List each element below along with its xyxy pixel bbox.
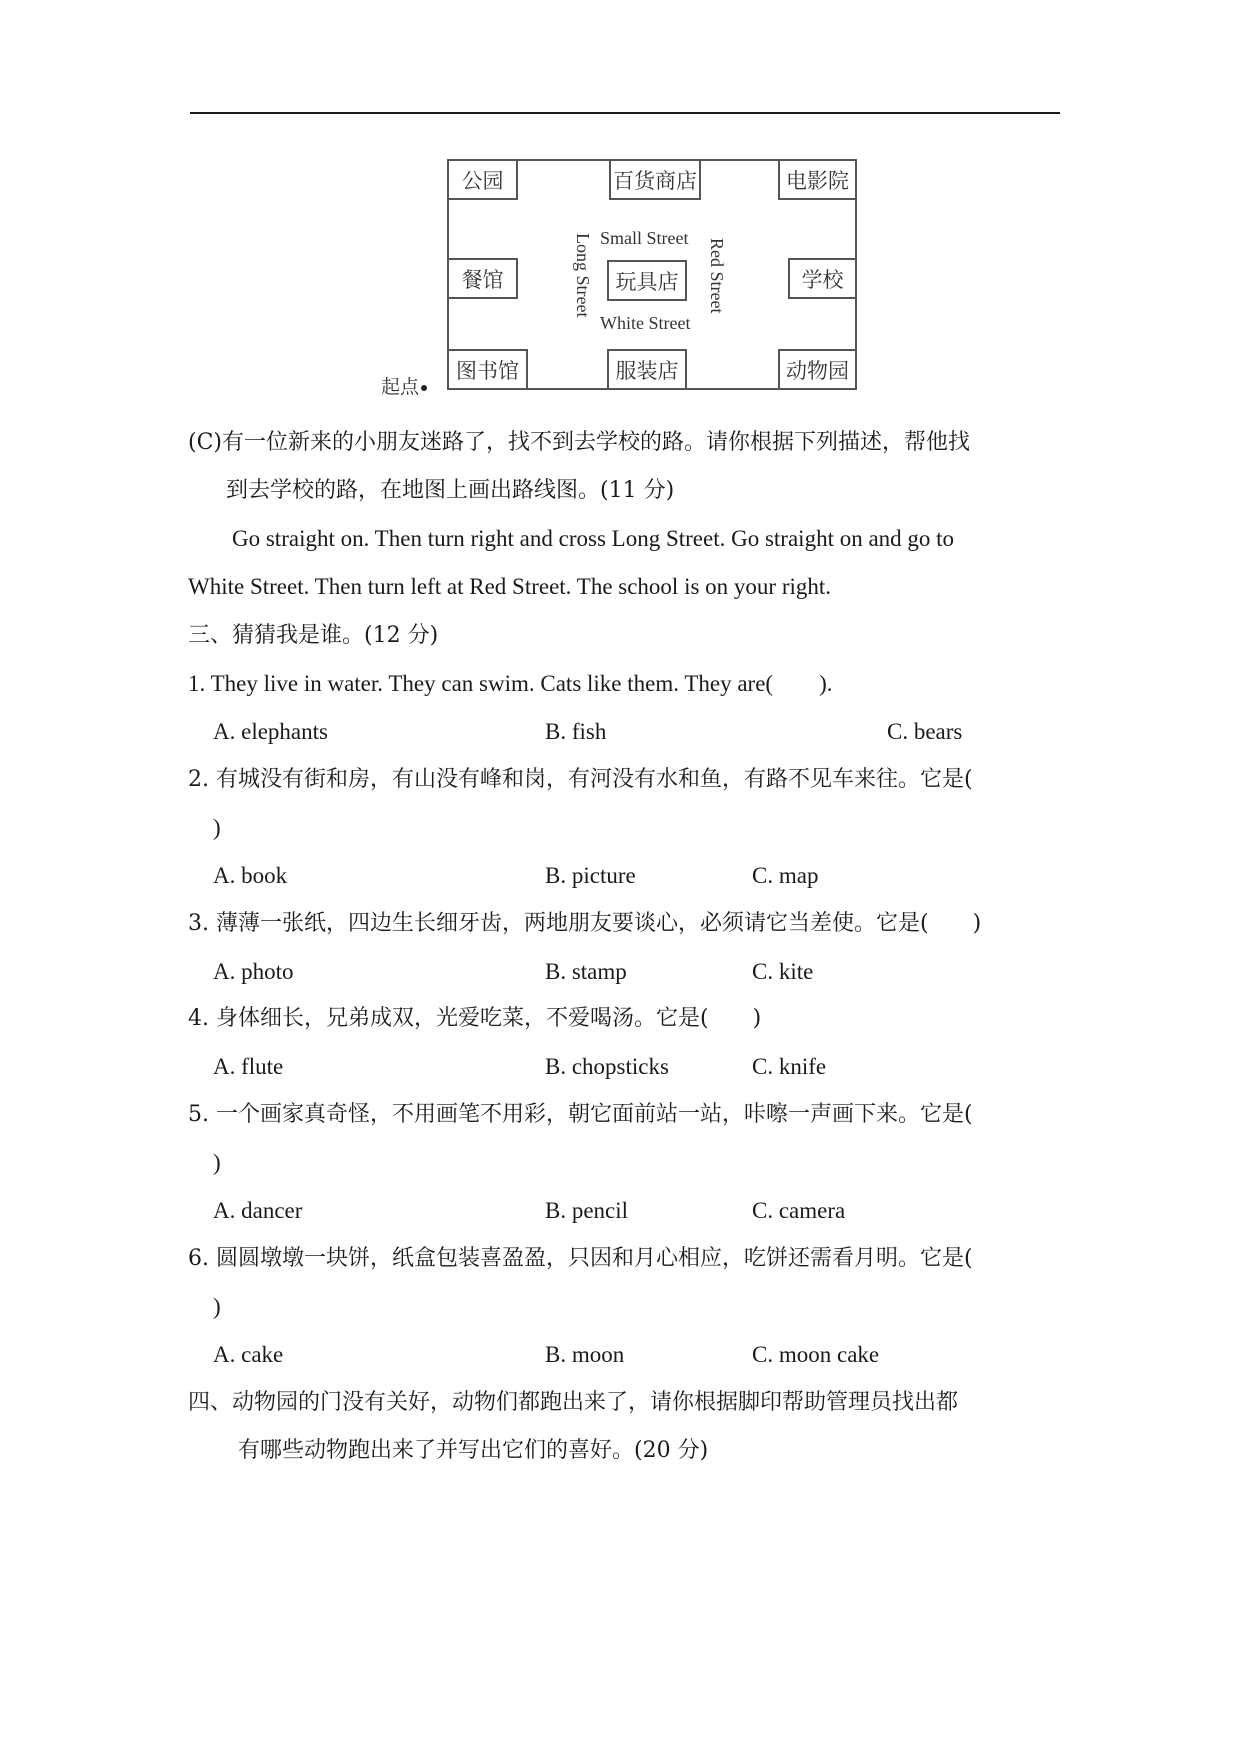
map-place-clothes-store: 服装店 [607,349,687,390]
q4-option-b[interactable]: B. chopsticks [545,1054,669,1079]
q5-option-c[interactable]: C. camera [752,1198,846,1223]
q2-option-a[interactable]: A. book [213,863,288,888]
q3-option-c[interactable]: C. kite [752,959,814,984]
q1-option-a[interactable]: A. elephants [213,719,328,744]
q5-option-a[interactable]: A. dancer [213,1198,303,1223]
map-place-library: 图书馆 [447,349,528,390]
map-place-zoo: 动物园 [778,349,857,390]
question-3: 3. 薄薄一张纸，四边生长细牙齿，两地朋友要谈心，必须请它当差使。它是( ) [188,911,982,936]
section-c-passage-1: Go straight on. Then turn right and cross Long Street. Go straight on and go to [232,526,955,551]
question-5-cont: ) [213,1150,221,1175]
q6-option-a[interactable]: A. cake [213,1342,284,1367]
question-6-cont: ) [213,1294,221,1319]
q5-option-b[interactable]: B. pencil [545,1198,629,1223]
question-4: 4. 身体细长，兄弟成双，光爱吃菜，不爱喝汤。它是( ) [188,1006,762,1031]
section-c-passage-2: White Street. Then turn left at Red Street. The school is on your right. [188,574,832,599]
start-label: 起点 [381,376,420,398]
q2-option-c[interactable]: C. map [752,863,819,888]
q4-option-c[interactable]: C. knife [752,1054,827,1079]
map-place-restaurant: 餐馆 [447,258,518,299]
street-label-small: Small Street [600,228,689,248]
street-label-red: Red Street [707,238,727,314]
question-5: 5. 一个画家真奇怪，不用画笔不用彩，朝它面前站一站，咔嚓一声画下来。它是( [188,1102,973,1127]
q3-option-b[interactable]: B. stamp [545,959,627,984]
question-2: 2. 有城没有街和房，有山没有峰和岗，有河没有水和鱼，有路不见车来往。它是( [188,767,973,792]
q6-option-c[interactable]: C. moon cake [752,1342,880,1367]
q3-option-a[interactable]: A. photo [213,959,294,984]
start-dot-icon [421,385,427,391]
map-place-cinema: 电影院 [778,159,857,200]
map-place-department-store: 百货商店 [609,159,701,200]
section-c-instruction-2: 到去学校的路，在地图上画出路线图。(11 分) [226,478,675,503]
section-4-heading-1: 四、动物园的门没有关好，动物们都跑出来了，请你根据脚印帮助管理员找出都 [188,1390,959,1415]
q1-option-b[interactable]: B. fish [545,719,607,744]
question-6: 6. 圆圆墩墩一块饼，纸盒包装喜盈盈，只因和月心相应，吃饼还需看月明。它是( [188,1246,973,1271]
street-label-long: Long Street [573,233,593,318]
question-1: 1. They live in water. They can swim. Cats like them. They are( ). [188,671,833,696]
header-rule [190,112,1060,114]
section-4-heading-2: 有哪些动物跑出来了并写出它们的喜好。(20 分) [238,1438,709,1463]
q4-option-a[interactable]: A. flute [213,1054,284,1079]
question-2-cont: ) [213,815,221,840]
start-point [381,372,427,399]
section-c-instruction-1: (C)有一位新来的小朋友迷路了，找不到去学校的路。请你根据下列描述，帮他找 [188,430,971,455]
street-label-white: White Street [600,313,691,333]
q1-option-c[interactable]: C. bears [887,719,963,744]
section-3-heading: 三、猜猜我是谁。(12 分) [188,623,439,648]
map-place-park: 公园 [447,159,518,200]
map-place-toy-store: 玩具店 [607,260,687,301]
q2-option-b[interactable]: B. picture [545,863,636,888]
q6-option-b[interactable]: B. moon [545,1342,625,1367]
map-place-school: 学校 [788,258,857,299]
